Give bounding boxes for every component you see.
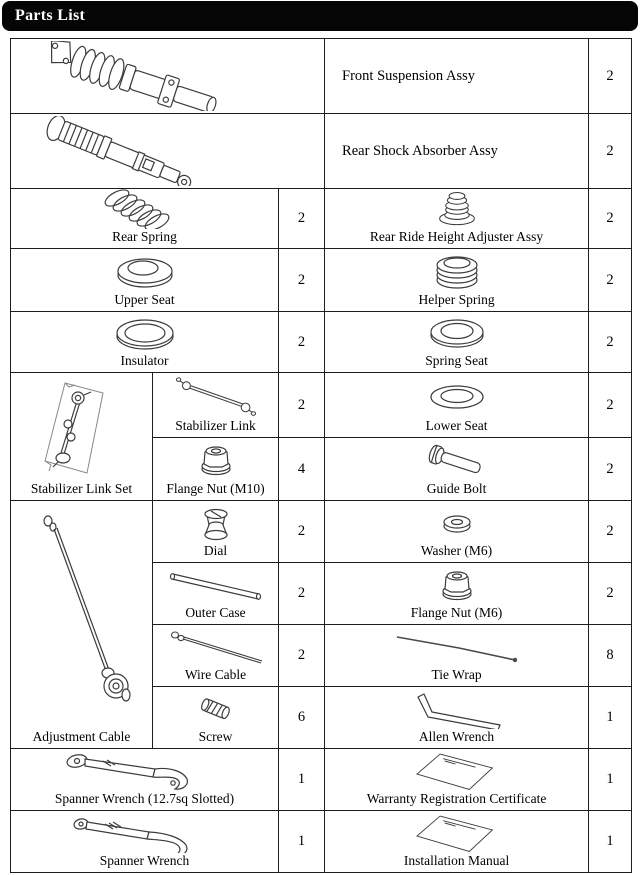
warranty-certificate-drawing (397, 751, 517, 791)
rear-ride-height-drawing (412, 189, 502, 229)
part-label-flange-nut-m10: Flange Nut (M10) (166, 480, 265, 496)
spanner-wrench-slotted-drawing (55, 751, 235, 791)
part-label-insulator: Insulator (120, 352, 169, 368)
spanner-wrench-slotted-cell (11, 749, 279, 811)
qty-spanner-wrench-slotted: 1 (279, 749, 325, 811)
part-label-allen-wrench: Allen Wrench (418, 728, 495, 744)
qty-front-suspension: 2 (589, 39, 632, 114)
spanner-wrench-cell (11, 811, 279, 873)
qty-spanner-wrench: 1 (279, 811, 325, 873)
part-label-stabilizer-link-set: Stabilizer Link Set (30, 480, 133, 496)
front-suspension-image-cell (11, 39, 325, 114)
washer-m6-drawing (432, 507, 482, 541)
part-label-spring-seat: Spring Seat (425, 352, 488, 368)
qty-outer-case: 2 (279, 563, 325, 625)
part-label-rear-ride-height: Rear Ride Height Adjuster Assy (369, 228, 544, 244)
upper-seat-drawing (105, 253, 185, 291)
warranty-certificate-cell (325, 749, 589, 811)
guide-bolt-drawing (412, 442, 502, 480)
part-label-front-suspension: Front Suspension Assy (325, 39, 589, 114)
part-label-tie-wrap: Tie Wrap (431, 666, 482, 682)
rear-spring-cell (11, 189, 279, 249)
qty-allen-wrench: 1 (589, 687, 632, 749)
screw-drawing (188, 692, 244, 728)
qty-washer-m6: 2 (589, 501, 632, 563)
qty-rear-spring: 2 (279, 189, 325, 249)
spring-seat-drawing (417, 315, 497, 353)
qty-flange-nut-m10: 4 (279, 438, 325, 501)
qty-upper-seat: 2 (279, 249, 325, 312)
part-label-upper-seat: Upper Seat (114, 291, 175, 307)
tie-wrap-cell (325, 625, 589, 687)
part-label-spanner-wrench-slotted: Spanner Wrench (12.7sq Slotted) (54, 790, 235, 806)
part-label-rear-spring: Rear Spring (112, 228, 177, 244)
helper-spring-drawing (417, 250, 497, 292)
screw-cell (153, 687, 279, 749)
adjustment-cable-drawing (22, 511, 142, 723)
part-label-spanner-wrench: Spanner Wrench (99, 852, 190, 868)
upper-seat-cell (11, 249, 279, 312)
adjustment-cable-cell (11, 501, 153, 749)
qty-flange-nut-m6: 2 (589, 563, 632, 625)
table-row (11, 749, 632, 811)
part-label-lower-seat: Lower Seat (425, 417, 488, 433)
part-label-screw: Screw (198, 728, 233, 744)
qty-helper-spring: 2 (589, 249, 632, 312)
qty-insulator: 2 (279, 312, 325, 373)
rear-spring-drawing (99, 189, 191, 229)
flange-nut-m6-drawing (434, 567, 480, 605)
lower-seat-drawing (417, 379, 497, 415)
dial-cell (153, 501, 279, 563)
qty-screw: 6 (279, 687, 325, 749)
qty-spring-seat: 2 (589, 312, 632, 373)
guide-bolt-cell (325, 438, 589, 501)
table-row (11, 312, 632, 373)
installation-manual-drawing (397, 813, 517, 853)
part-label-dial: Dial (203, 542, 228, 558)
washer-m6-cell (325, 501, 589, 563)
table-row (11, 249, 632, 312)
dial-drawing (191, 503, 241, 543)
page-title: Parts List (15, 7, 86, 24)
part-label-adjustment-cable: Adjustment Cable (32, 728, 131, 744)
lower-seat-cell (325, 373, 589, 438)
insulator-cell (11, 312, 279, 373)
wire-cable-drawing (161, 627, 271, 667)
part-label-rear-shock: Rear Shock Absorber Assy (325, 114, 589, 189)
stabilizer-link-set-drawing (27, 379, 137, 479)
part-label-outer-case: Outer Case (185, 604, 246, 620)
allen-wrench-cell (325, 687, 589, 749)
table-row (11, 811, 632, 873)
table-row (11, 114, 632, 189)
part-label-stabilizer-link: Stabilizer Link (175, 417, 256, 433)
qty-rear-shock: 2 (589, 114, 632, 189)
qty-installation-manual: 1 (589, 811, 632, 873)
qty-guide-bolt: 2 (589, 438, 632, 501)
allen-wrench-drawing (402, 687, 512, 729)
qty-dial: 2 (279, 501, 325, 563)
qty-wire-cable: 2 (279, 625, 325, 687)
rear-ride-height-cell (325, 189, 589, 249)
part-label-guide-bolt: Guide Bolt (426, 480, 487, 496)
part-label-warranty-certificate: Warranty Registration Certificate (366, 790, 547, 806)
tie-wrap-drawing (387, 629, 527, 667)
spring-seat-cell (325, 312, 589, 373)
qty-lower-seat: 2 (589, 373, 632, 438)
table-row (11, 189, 632, 249)
spanner-wrench-drawing (65, 813, 225, 853)
page-header (2, 1, 638, 31)
outer-case-cell (153, 563, 279, 625)
qty-warranty-certificate: 1 (589, 749, 632, 811)
flange-nut-m10-cell (153, 438, 279, 501)
part-label-flange-nut-m6: Flange Nut (M6) (410, 604, 503, 620)
table-row (11, 39, 632, 114)
table-row (11, 501, 632, 563)
part-label-washer-m6: Washer (M6) (420, 542, 493, 558)
table-row (11, 373, 632, 438)
rear-shock-image-cell (11, 114, 325, 189)
parts-list-table (10, 38, 632, 873)
part-label-helper-spring: Helper Spring (418, 291, 495, 307)
part-label-wire-cable: Wire Cable (184, 666, 247, 682)
rear-shock-drawing (11, 116, 261, 186)
stabilizer-link-drawing (166, 377, 266, 417)
wire-cable-cell (153, 625, 279, 687)
installation-manual-cell (325, 811, 589, 873)
helper-spring-cell (325, 249, 589, 312)
insulator-drawing (105, 315, 185, 353)
front-suspension-drawing (11, 41, 261, 111)
flange-nut-m10-drawing (193, 442, 239, 480)
qty-tie-wrap: 8 (589, 625, 632, 687)
qty-rear-ride-height: 2 (589, 189, 632, 249)
outer-case-drawing (161, 567, 271, 605)
stabilizer-link-cell (153, 373, 279, 438)
qty-stabilizer-link: 2 (279, 373, 325, 438)
part-label-installation-manual: Installation Manual (403, 852, 510, 868)
flange-nut-m6-cell (325, 563, 589, 625)
stabilizer-link-set-cell (11, 373, 153, 501)
